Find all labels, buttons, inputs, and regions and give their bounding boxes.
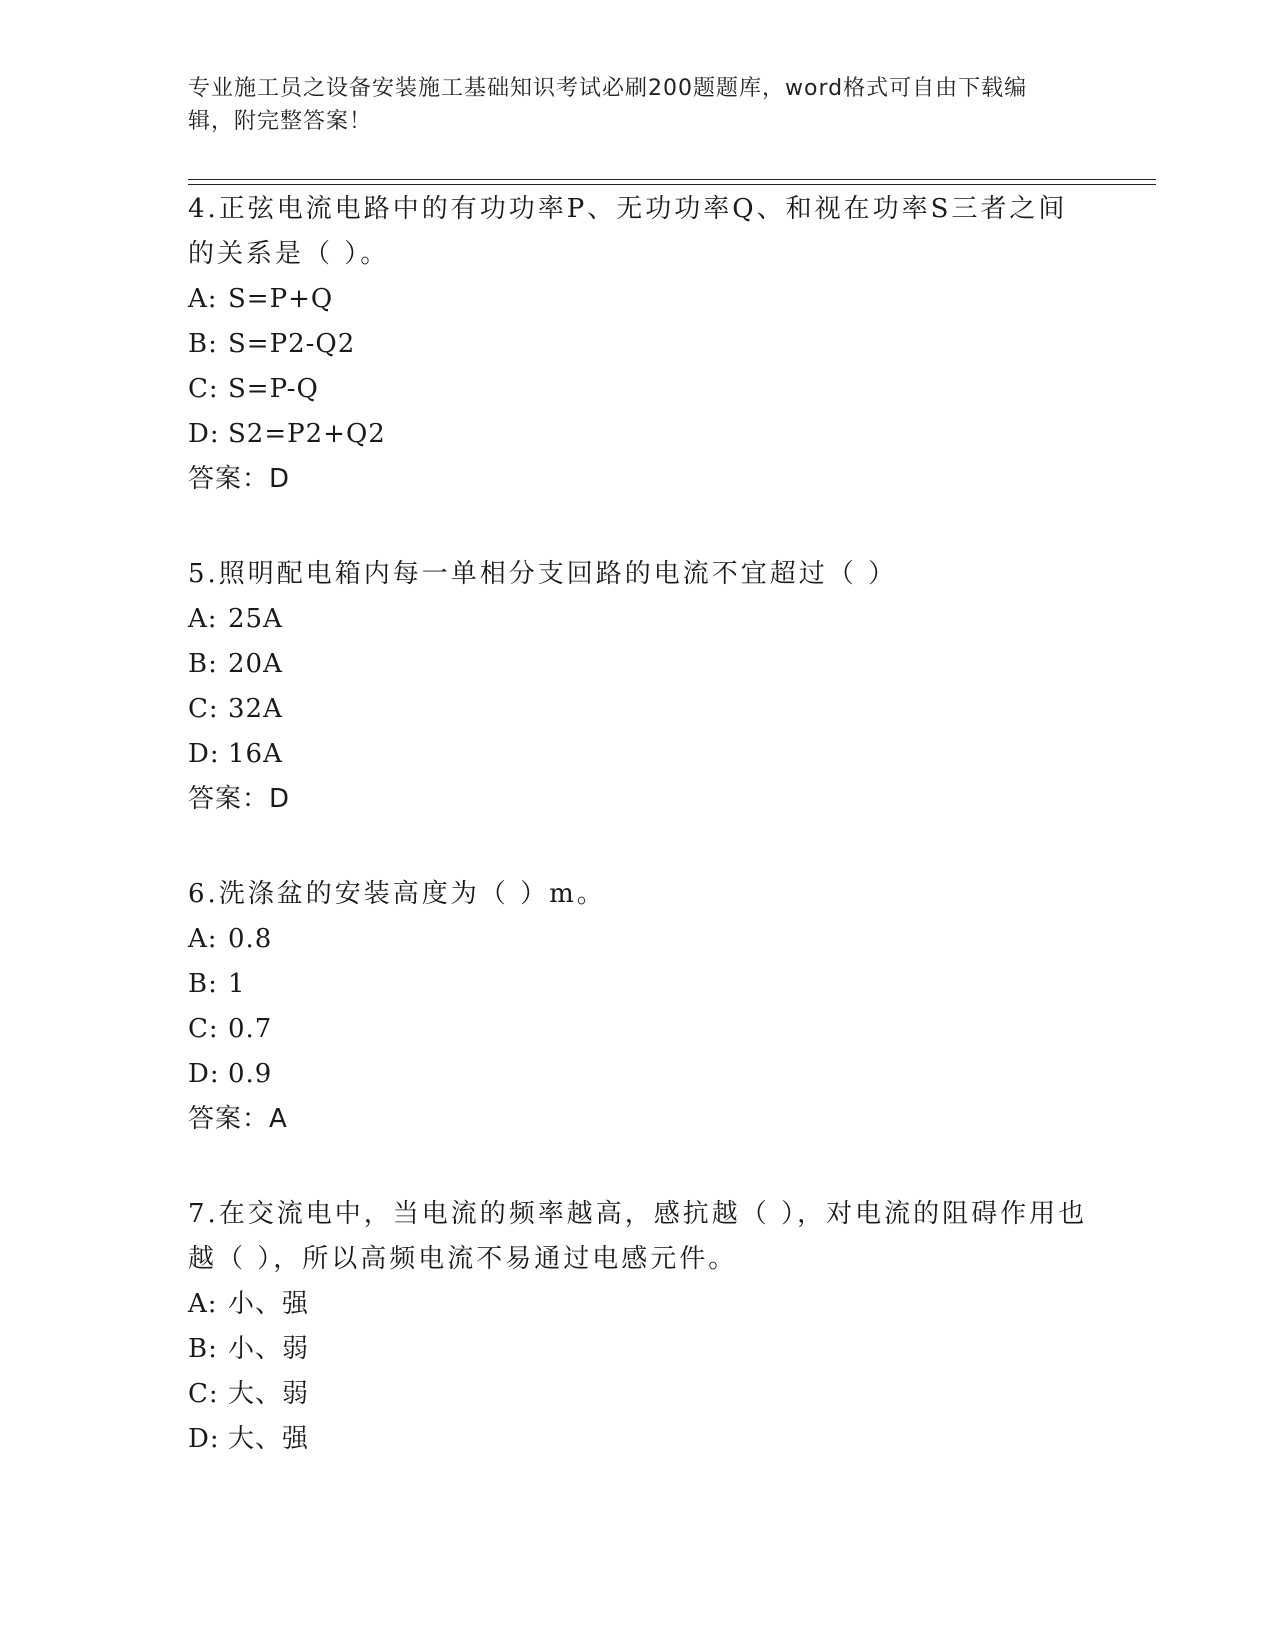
option-text: 大、强 — [228, 1424, 310, 1454]
option-letter: A: — [188, 924, 218, 954]
option-letter: D: — [188, 1424, 220, 1454]
answer-line: 答案：D — [188, 784, 291, 814]
option-b — [188, 962, 1088, 1007]
option-letter: B: — [188, 1334, 218, 1364]
option-letter: A: — [188, 1289, 218, 1319]
option-a — [188, 597, 1088, 642]
question-7 — [188, 1192, 1088, 1462]
option-text: 小、弱 — [228, 1334, 310, 1364]
option-text: 16A — [228, 739, 283, 769]
option-text: 32A — [228, 694, 283, 724]
answer-line: 答案：A — [188, 1104, 288, 1134]
option-a — [188, 277, 1088, 322]
document-header: 专业施工员之设备安装施工基础知识考试必刷200题题库，word格式可自由下载编辑，附完整答案！ — [188, 76, 1028, 134]
option-a — [188, 917, 1088, 962]
option-text: S=P+Q — [228, 284, 334, 314]
question-stem: 6.洗涤盆的安装高度为（ ）m。 — [188, 879, 606, 909]
question-4 — [188, 187, 1088, 502]
option-text: 大、弱 — [228, 1379, 310, 1409]
option-text: 0.9 — [228, 1059, 273, 1089]
option-a — [188, 1282, 1088, 1327]
option-d — [188, 1417, 1088, 1462]
option-c — [188, 1007, 1088, 1052]
option-text: S=P2-Q2 — [228, 329, 356, 359]
option-c — [188, 687, 1088, 732]
question-5 — [188, 552, 1088, 822]
option-letter: D: — [188, 1059, 220, 1089]
option-d — [188, 412, 1088, 457]
option-text: 25A — [228, 604, 283, 634]
option-text: 20A — [228, 649, 283, 679]
option-letter: B: — [188, 649, 218, 679]
option-letter: A: — [188, 604, 218, 634]
option-letter: C: — [188, 374, 219, 404]
option-c — [188, 367, 1088, 412]
option-d — [188, 1052, 1088, 1097]
option-b — [188, 1327, 1088, 1372]
header-divider-bottom — [188, 184, 1156, 185]
option-text: S2=P2+Q2 — [228, 419, 386, 449]
option-letter: B: — [188, 329, 218, 359]
answer-line: 答案：D — [188, 464, 291, 494]
question-stem: 5.照明配电箱内每一单相分支回路的电流不宜超过（ ） — [188, 559, 898, 589]
question-6 — [188, 872, 1088, 1142]
option-letter: D: — [188, 739, 220, 769]
question-stem: 4.正弦电流电路中的有功功率P、无功功率Q、和视在功率S三者之间的关系是（ ）。 — [188, 194, 1068, 269]
option-text: 小、强 — [228, 1289, 310, 1319]
option-letter: A: — [188, 284, 218, 314]
option-letter: D: — [188, 419, 220, 449]
option-letter: B: — [188, 969, 218, 999]
option-c — [188, 1372, 1088, 1417]
option-text: 0.8 — [228, 924, 273, 954]
option-letter: C: — [188, 1014, 219, 1044]
option-text: 0.7 — [228, 1014, 273, 1044]
option-b — [188, 642, 1088, 687]
header-divider-top — [188, 179, 1156, 180]
option-letter: C: — [188, 694, 219, 724]
option-text: S=P-Q — [228, 374, 319, 404]
question-stem: 7.在交流电中，当电流的频率越高，感抗越（ ），对电流的阻碍作用也越（ ），所以高频电流不易通过电感元件。 — [188, 1199, 1088, 1274]
option-letter: C: — [188, 1379, 219, 1409]
option-text: 1 — [228, 969, 246, 999]
option-d — [188, 732, 1088, 777]
option-b — [188, 322, 1088, 367]
